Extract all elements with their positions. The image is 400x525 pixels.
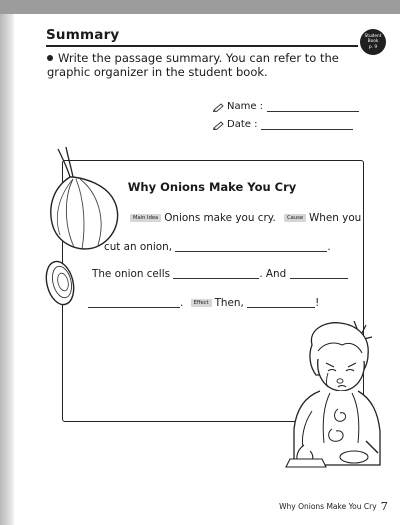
cells-line: [92, 268, 348, 280]
answer-blank-5[interactable]: [247, 298, 315, 308]
exclaim: !: [315, 297, 320, 309]
cause-line-2: [104, 241, 331, 253]
pencil-icon: [213, 120, 225, 130]
student-book-badge: [360, 29, 386, 55]
name-line[interactable]: [267, 101, 359, 112]
bullet-icon: [47, 55, 53, 61]
main-idea-line: [130, 212, 361, 224]
organizer-title: Why Onions Make You Cry: [127, 180, 297, 194]
crying-boy-illustration: [282, 315, 387, 485]
instruction: [47, 51, 347, 79]
name-label: Name :: [227, 101, 264, 112]
cells-text-1: The onion cells: [92, 268, 170, 280]
main-idea-tag: Main Idea: [130, 214, 161, 222]
date-label: Date :: [227, 119, 258, 130]
onion-illustration: [40, 143, 130, 313]
answer-blank-3[interactable]: [290, 269, 348, 279]
page-edge-shadow: [0, 0, 14, 525]
page-number: 7: [380, 499, 388, 513]
footer-title: Why Onions Make You Cry: [279, 502, 377, 511]
effect-text: Then,: [214, 297, 244, 309]
answer-blank-4[interactable]: [88, 298, 180, 308]
answer-blank-2[interactable]: [173, 269, 259, 279]
title-rule: [46, 45, 358, 47]
date-field[interactable]: [213, 119, 353, 130]
badge-line-2: Book: [367, 39, 379, 45]
period-1: .: [327, 241, 331, 253]
effect-tag: Effect: [191, 299, 212, 307]
badge-line-1: Student: [364, 34, 382, 40]
cause-text-2: cut an onion,: [104, 241, 173, 253]
footer: [279, 499, 388, 513]
main-idea-text: Onions make you cry.: [164, 212, 276, 224]
badge-line-3: p. 9: [368, 44, 378, 50]
cells-text-2: . And: [259, 268, 287, 280]
instruction-text: Write the passage summary. You can refer to the graphic organizer in the student book.: [47, 51, 339, 79]
date-line[interactable]: [261, 119, 353, 130]
name-field[interactable]: [213, 101, 359, 112]
effect-line: [88, 297, 319, 309]
cause-text-1: When you: [309, 212, 362, 224]
cause-tag: Cause: [284, 214, 306, 222]
pencil-icon: [213, 102, 225, 112]
top-gray-bar: [0, 0, 400, 14]
answer-blank-1[interactable]: [175, 242, 327, 252]
section-title: Summary: [46, 27, 120, 43]
period-2: .: [180, 297, 184, 309]
